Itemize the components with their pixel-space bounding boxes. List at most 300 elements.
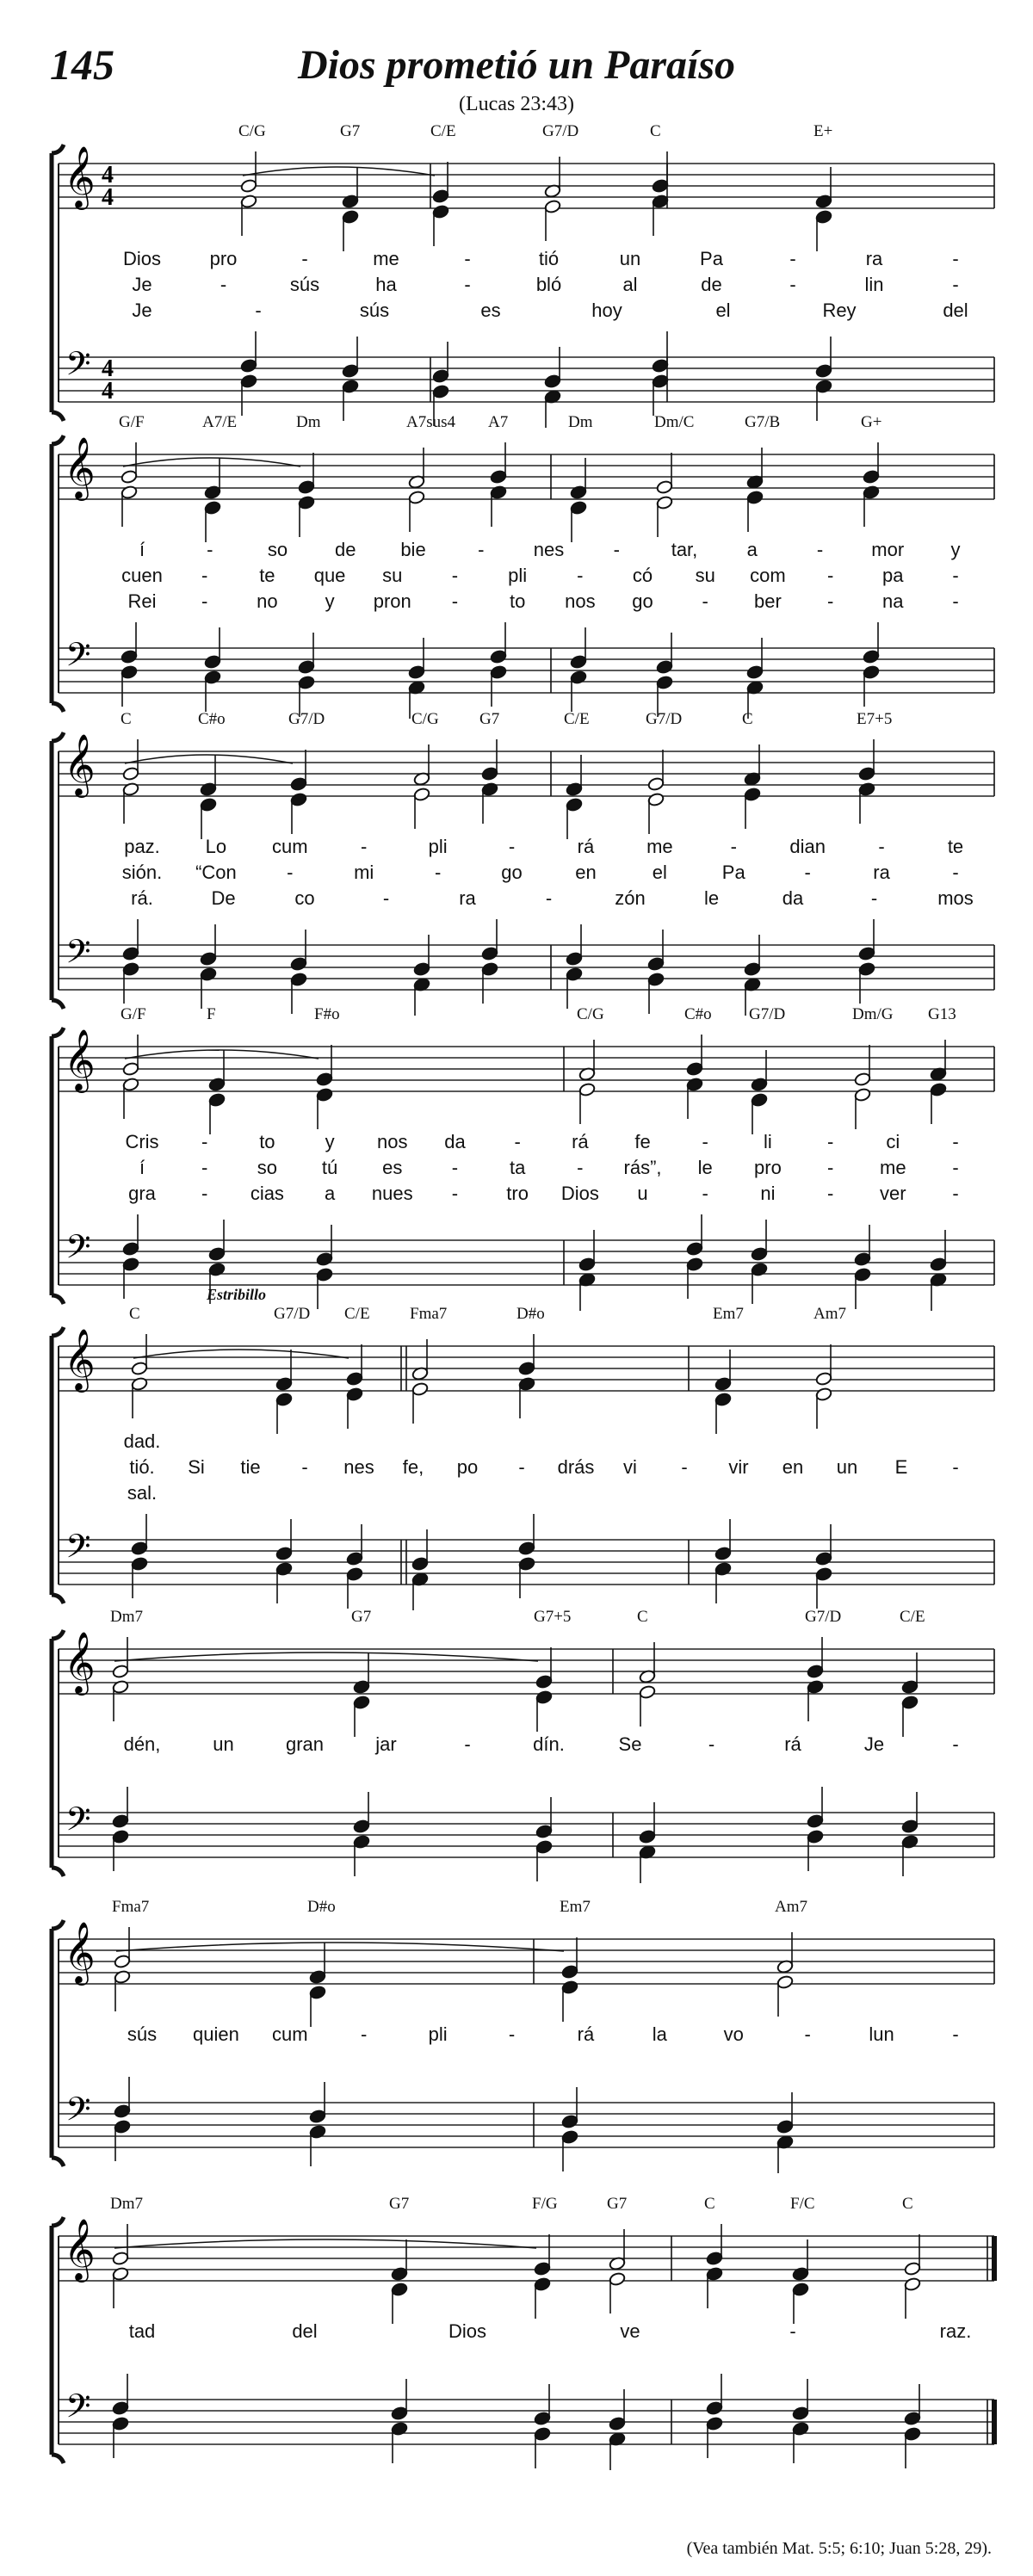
lyric-syllable: mos: [937, 887, 974, 909]
lyric-line: [0, 1131, 1033, 1155]
note-icon: [122, 739, 139, 781]
music-system: [0, 1898, 1033, 2173]
note-icon: [652, 194, 669, 236]
lyric-syllable: Cris: [125, 1131, 159, 1152]
lyric-syllable: ra: [865, 248, 883, 269]
lyric-line: [0, 248, 1033, 272]
note-icon: [131, 1376, 148, 1418]
note-icon: [208, 1092, 226, 1134]
syllable-hyphen: -: [826, 1157, 834, 1178]
syllable-hyphen: -: [952, 1456, 959, 1478]
chord-symbol: Dm: [568, 413, 593, 431]
syllable-hyphen: -: [207, 539, 213, 560]
note-icon: [112, 2374, 129, 2416]
note-icon: [535, 1839, 553, 1881]
hymn-title: Dios prometió un Paraíso: [297, 42, 736, 88]
lyric-syllable: zón: [615, 887, 646, 909]
treble-clef-icon: 𝄞: [64, 1920, 96, 1983]
syllable-hyphen: -: [804, 862, 811, 883]
lyric-syllable: y: [325, 1131, 335, 1152]
note-icon: [561, 1980, 578, 2022]
note-icon: [561, 2087, 578, 2129]
bass-time-signature: 4: [102, 378, 114, 405]
lyric-syllable: dén,: [123, 1733, 161, 1755]
lyric-syllable: rá: [572, 1131, 589, 1152]
note-icon: [275, 1350, 293, 1392]
note-icon: [298, 633, 315, 675]
chord-symbol: A7/E: [202, 413, 238, 431]
chord-symbol: C: [650, 122, 661, 140]
lyric-syllable: lun: [869, 2023, 894, 2045]
refrain-label: Estribillo: [207, 1286, 267, 1303]
chord-symbol: Dm/C: [654, 413, 695, 431]
syllable-hyphen: -: [952, 274, 959, 295]
lyric-line: [0, 565, 1033, 589]
bass-clef-icon: 𝄢: [65, 2387, 91, 2433]
treble-staff: [59, 454, 994, 499]
syllable-hyphen: -: [201, 1183, 208, 1204]
music-system: [0, 1005, 1033, 1311]
lyric-syllable: paz.: [124, 836, 160, 857]
chord-symbol: G7/D: [646, 710, 683, 728]
syllable-hyphen: -: [952, 590, 959, 612]
syllable-hyphen: -: [816, 539, 824, 560]
note-icon: [647, 792, 665, 834]
lyric-syllable: le: [697, 1157, 713, 1178]
note-icon: [544, 157, 561, 199]
lyric-syllable: en: [782, 1456, 804, 1478]
note-icon: [316, 1087, 333, 1129]
lyric-syllable: E: [894, 1456, 908, 1478]
note-icon: [656, 633, 673, 675]
chord-symbol: G+: [861, 413, 882, 431]
lyric-syllable: De: [211, 887, 236, 909]
chord-symbol: G7/D: [749, 1005, 786, 1023]
lyric-syllable: nues: [371, 1183, 413, 1204]
note-icon: [309, 2124, 326, 2166]
syllable-hyphen: -: [826, 590, 834, 612]
lyric-syllable: so: [267, 539, 288, 560]
hymn-number: 145: [50, 40, 114, 89]
note-icon: [309, 1985, 326, 2027]
note-icon: [714, 1392, 732, 1434]
lyric-syllable: Rey: [822, 300, 857, 321]
lyric-syllable: cum: [272, 2023, 308, 2045]
note-icon: [432, 162, 449, 204]
lyric-line: [0, 862, 1033, 886]
note-icon: [346, 1524, 363, 1566]
syllable-hyphen: -: [702, 1131, 708, 1152]
syllable-hyphen: -: [952, 248, 959, 269]
note-icon: [518, 1556, 535, 1598]
note-icon: [714, 1350, 732, 1392]
music-system: [0, 122, 1033, 428]
note-icon: [652, 331, 669, 374]
lyric-syllable: no: [257, 590, 278, 612]
syllable-hyphen: -: [451, 565, 459, 586]
note-icon: [122, 1077, 139, 1119]
note-icon: [609, 2229, 626, 2271]
note-icon: [131, 1556, 148, 1598]
syllable-hyphen: -: [952, 1131, 959, 1152]
lyric-syllable: có: [632, 565, 653, 586]
note-icon: [204, 500, 221, 542]
note-icon: [776, 1974, 794, 2017]
note-icon: [854, 1087, 871, 1129]
note-icon: [904, 2384, 921, 2426]
note-icon: [776, 1932, 794, 1974]
lyric-syllable: ha: [375, 274, 397, 295]
chord-symbol: C/G: [577, 1005, 604, 1023]
syllable-hyphen: -: [952, 1183, 959, 1204]
note-icon: [544, 199, 561, 241]
note-icon: [609, 2389, 626, 2431]
syllable-hyphen: -: [789, 248, 796, 269]
note-icon: [200, 797, 217, 839]
lyric-syllable: tie: [240, 1456, 261, 1478]
treble-clef-icon: 𝄞: [64, 2217, 96, 2280]
syllable-hyphen: -: [514, 1131, 521, 1152]
bass-staff: [59, 357, 994, 402]
chord-symbol: G7/D: [805, 1608, 842, 1626]
lyric-syllable: un: [213, 1733, 234, 1755]
lyric-syllable: gra: [128, 1183, 156, 1204]
lyric-syllable: tro: [506, 1183, 529, 1204]
lyric-line: [0, 539, 1033, 563]
lyric-syllable: en: [575, 862, 597, 883]
lyric-syllable: su: [695, 565, 715, 586]
note-icon: [408, 490, 425, 532]
note-icon: [413, 935, 430, 977]
lyric-syllable: da: [782, 887, 804, 909]
lyric-syllable: í: [139, 539, 145, 560]
lyric-syllable: del: [943, 300, 968, 321]
chord-symbol: A7: [488, 413, 509, 431]
lyric-syllable: bló: [535, 274, 562, 295]
syllable-hyphen: -: [545, 887, 553, 909]
note-icon: [490, 485, 507, 527]
note-icon: [863, 485, 880, 527]
note-icon: [490, 622, 507, 664]
chord-symbol: F#o: [314, 1005, 340, 1023]
lyric-line: [0, 590, 1033, 615]
chord-symbol: C: [742, 710, 753, 728]
note-icon: [566, 967, 583, 1009]
lyric-syllable: nes: [533, 539, 565, 560]
lyric-syllable: es: [480, 300, 501, 321]
lyric-syllable: Pa: [721, 862, 745, 883]
note-icon: [561, 1937, 578, 1980]
syllable-hyphen: -: [518, 1456, 525, 1478]
lyric-syllable: Lo: [205, 836, 227, 857]
note-icon: [544, 347, 561, 389]
note-icon: [290, 750, 307, 792]
lyric-syllable: ver: [880, 1183, 906, 1204]
music-system: [0, 2195, 1033, 2470]
chord-symbol: Am7: [775, 1898, 807, 1916]
chord-symbol: F/G: [532, 2195, 558, 2213]
lyric-syllable: quien: [192, 2023, 239, 2045]
note-icon: [578, 1230, 596, 1272]
lyric-syllable: dín.: [533, 1733, 565, 1755]
syllable-hyphen: -: [451, 590, 459, 612]
chord-symbol: G/F: [119, 413, 145, 431]
chord-symbol: G7: [340, 122, 361, 140]
lyric-line: [0, 1482, 1033, 1506]
treble-clef-icon: 𝄞: [64, 1028, 96, 1090]
bass-staff: [59, 1240, 994, 1285]
syllable-hyphen: -: [826, 1183, 834, 1204]
note-icon: [353, 1695, 370, 1737]
syllable-hyphen: -: [220, 274, 227, 295]
note-icon: [275, 1392, 293, 1434]
lyric-syllable: po: [456, 1456, 479, 1478]
note-icon: [131, 1334, 148, 1376]
treble-time-signature: 4: [102, 162, 114, 188]
note-icon: [904, 2234, 921, 2276]
lyric-syllable: sal.: [127, 1482, 158, 1504]
chord-symbol: G7/D: [542, 122, 579, 140]
note-icon: [534, 2276, 551, 2319]
note-icon: [481, 919, 498, 961]
lyric-syllable: gran: [285, 1733, 325, 1755]
syllable-hyphen: -: [201, 1131, 208, 1152]
note-icon: [930, 1040, 947, 1082]
syllable-hyphen: -: [878, 836, 885, 857]
note-icon: [744, 935, 761, 977]
lyric-syllable: rá.: [131, 887, 153, 909]
note-icon: [792, 2239, 809, 2282]
note-icon: [904, 2276, 921, 2319]
chord-symbol: F: [207, 1005, 216, 1023]
treble-clef-icon: 𝄞: [64, 436, 96, 498]
chord-symbol: Dm/G: [852, 1005, 894, 1023]
lyric-line: [0, 1733, 1033, 1757]
lyric-syllable: rás”,: [623, 1157, 662, 1178]
lyric-syllable: Rei: [127, 590, 157, 612]
note-icon: [706, 2224, 723, 2266]
note-icon: [240, 331, 257, 374]
chord-symbol: D#o: [516, 1305, 545, 1323]
syllable-hyphen: -: [451, 1157, 459, 1178]
syllable-hyphen: -: [613, 539, 620, 560]
note-icon: [639, 1802, 656, 1844]
note-icon: [290, 930, 307, 972]
note-icon: [122, 1035, 139, 1077]
chord-symbol: C/E: [900, 1608, 925, 1626]
note-icon: [208, 1050, 226, 1092]
syllable-hyphen: -: [952, 1733, 959, 1755]
note-icon: [411, 1381, 429, 1424]
syllable-hyphen: -: [730, 836, 737, 857]
note-icon: [807, 1637, 824, 1679]
bass-clef-icon: 𝄢: [65, 1800, 91, 1846]
lyric-syllable: u: [637, 1183, 648, 1204]
chord-symbol: C#o: [198, 710, 226, 728]
note-icon: [807, 1829, 824, 1871]
lyric-syllable: sús: [127, 2023, 158, 2045]
lyric-syllable: com: [750, 565, 786, 586]
syllable-hyphen: -: [434, 862, 442, 883]
note-icon: [647, 930, 665, 972]
note-icon: [391, 2282, 408, 2324]
note-icon: [114, 2119, 131, 2161]
note-icon: [346, 1344, 363, 1387]
lyric-syllable: tió: [538, 248, 560, 269]
note-icon: [854, 1045, 871, 1087]
note-icon: [353, 1652, 370, 1695]
note-icon: [121, 664, 138, 707]
lyric-syllable: vo: [723, 2023, 744, 2045]
lyric-syllable: me: [880, 1157, 906, 1178]
note-icon: [652, 151, 669, 194]
lyric-syllable: nes: [343, 1456, 374, 1478]
lyric-syllable: cum: [272, 836, 308, 857]
note-icon: [316, 1225, 333, 1267]
lyric-line: [0, 274, 1033, 298]
treble-clef-icon: 𝄞: [64, 732, 96, 795]
syllable-hyphen: -: [681, 1456, 688, 1478]
chord-symbol: C: [121, 710, 132, 728]
lyric-syllable: lin: [864, 274, 884, 295]
treble-clef-icon: 𝄞: [64, 1327, 96, 1390]
chord-symbol: Fma7: [112, 1898, 150, 1916]
syllable-hyphen: -: [577, 565, 584, 586]
lyric-syllable: dad.: [123, 1430, 161, 1452]
note-icon: [863, 622, 880, 664]
note-icon: [751, 1050, 768, 1092]
lyric-syllable: rá: [577, 836, 595, 857]
bass-clef-icon: 𝄢: [65, 344, 91, 391]
chord-symbol: A7sus4: [406, 413, 456, 431]
note-icon: [112, 1829, 129, 1871]
lyric-syllable: cias: [250, 1183, 284, 1204]
lyric-line: [0, 1430, 1033, 1455]
syllable-hyphen: -: [464, 248, 471, 269]
note-icon: [706, 2416, 723, 2458]
note-icon: [121, 622, 138, 664]
syllable-hyphen: -: [478, 539, 485, 560]
note-icon: [353, 1834, 370, 1876]
note-icon: [240, 194, 257, 236]
music-system: [0, 710, 1033, 1016]
chord-symbol: G7: [389, 2195, 410, 2213]
note-icon: [122, 961, 139, 1004]
note-icon: [776, 2092, 794, 2134]
lyric-syllable: to: [509, 590, 526, 612]
lyric-syllable: ta: [509, 1157, 526, 1178]
syllable-hyphen: -: [287, 862, 294, 883]
chord-symbol: C/E: [430, 122, 456, 140]
lyric-syllable: rá: [577, 2023, 595, 2045]
note-icon: [751, 1092, 768, 1134]
note-icon: [706, 2266, 723, 2308]
syllable-hyphen: -: [201, 1157, 208, 1178]
lyric-syllable: sús: [289, 274, 320, 295]
syllable-hyphen: -: [361, 2023, 368, 2045]
chord-symbol: D#o: [307, 1898, 336, 1916]
bass-clef-icon: 𝄢: [65, 635, 91, 682]
note-icon: [815, 209, 832, 251]
note-icon: [746, 490, 764, 532]
chord-symbol: Dm: [296, 413, 321, 431]
lyric-syllable: bie: [400, 539, 426, 560]
lyric-syllable: ci: [886, 1131, 900, 1152]
note-icon: [686, 1077, 703, 1119]
note-icon: [930, 1082, 947, 1124]
note-icon: [204, 670, 221, 712]
lyric-syllable: pa: [882, 565, 904, 586]
bass-staff: [59, 648, 994, 693]
syllable-hyphen: -: [870, 887, 878, 909]
bass-staff: [59, 2400, 994, 2444]
lyric-syllable: fe,: [402, 1456, 424, 1478]
chord-symbol: C/G: [238, 122, 266, 140]
bass-staff: [59, 945, 994, 990]
lyric-line: [0, 836, 1033, 860]
lyric-syllable: ni: [760, 1183, 776, 1204]
note-icon: [901, 1652, 919, 1695]
bass-clef-icon: 𝄢: [65, 1227, 91, 1274]
chord-symbol: G7: [479, 710, 500, 728]
lyric-syllable: Se: [618, 1733, 642, 1755]
lyric-syllable: Si: [188, 1456, 205, 1478]
chord-symbol: C#o: [684, 1005, 712, 1023]
treble-staff: [59, 1047, 994, 1091]
note-icon: [652, 374, 669, 416]
syllable-hyphen: -: [952, 1157, 959, 1178]
note-icon: [275, 1561, 293, 1603]
lyric-syllable: y: [325, 590, 335, 612]
lyric-syllable: na: [882, 590, 904, 612]
footer-references: (Vea también Mat. 5:5; 6:10; Juan 5:28, 29).: [686, 2539, 992, 2558]
note-icon: [901, 1695, 919, 1737]
lyric-syllable: li: [764, 1131, 772, 1152]
note-icon: [342, 167, 359, 209]
lyric-line: [0, 2023, 1033, 2048]
note-icon: [815, 167, 832, 209]
note-icon: [413, 744, 430, 787]
chord-symbol: E7+5: [857, 710, 893, 728]
lyric-syllable: Dios: [122, 248, 162, 269]
lyric-syllable: pli: [428, 2023, 448, 2045]
note-icon: [858, 781, 875, 824]
note-icon: [411, 1339, 429, 1381]
lyric-syllable: es: [382, 1157, 403, 1178]
note-icon: [815, 1387, 832, 1429]
note-icon: [656, 453, 673, 495]
note-icon: [744, 787, 761, 829]
lyric-syllable: el: [652, 862, 667, 883]
note-icon: [413, 787, 430, 829]
note-icon: [746, 638, 764, 680]
note-icon: [578, 1040, 596, 1082]
syllable-hyphen: -: [464, 274, 471, 295]
note-icon: [656, 495, 673, 537]
lyric-syllable: í: [139, 1157, 145, 1178]
note-icon: [792, 2421, 809, 2463]
lyric-syllable: un: [836, 1456, 858, 1478]
note-icon: [647, 750, 665, 792]
lyric-syllable: mor: [871, 539, 905, 560]
music-system: [0, 1608, 1033, 1883]
chord-symbol: C: [129, 1305, 140, 1323]
note-icon: [706, 2374, 723, 2416]
lyric-syllable: nos: [377, 1131, 408, 1152]
note-icon: [776, 2134, 794, 2173]
note-icon: [490, 664, 507, 707]
lyric-syllable: Dios: [560, 1183, 599, 1204]
